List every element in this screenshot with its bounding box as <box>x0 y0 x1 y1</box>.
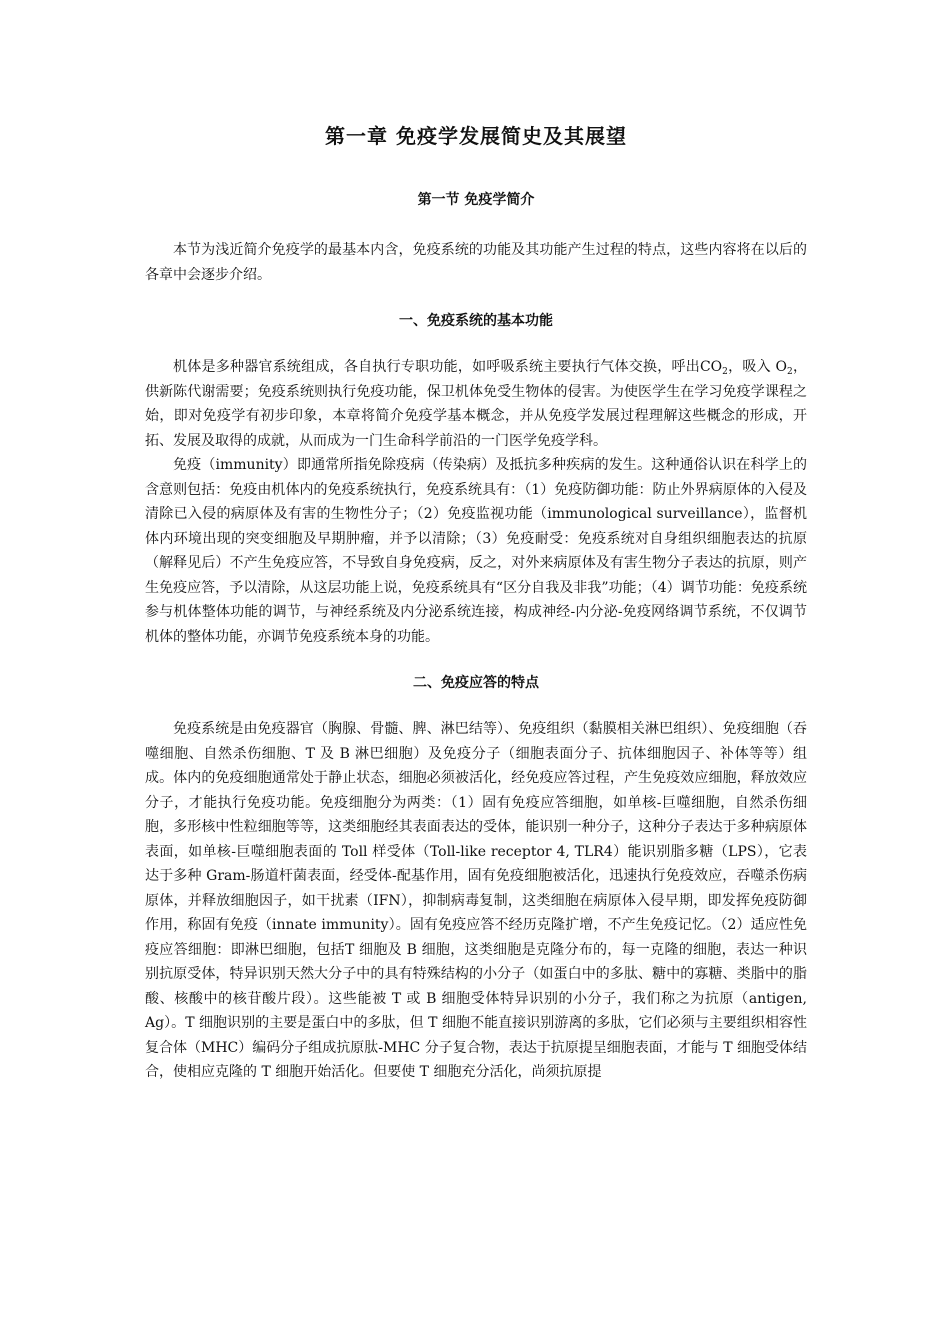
paragraph-body-systems <box>145 355 807 453</box>
subscript: 2 <box>787 367 793 377</box>
paragraph-text: ，吸入 O <box>727 359 788 375</box>
paragraph-text: 机体是多种器官系统组成，各自执行专职功能，如呼吸系统主要执行气体交换，呼出CO <box>173 359 723 375</box>
paragraph-text: ，供新陈代谢需要；免疫系统则执行免疫功能，保卫机体免受生物体的侵害。为使医学生在学习免疫学课程之始，即对免疫学有初步印象，本章将简介免疫学基本概念，并从免疫学发展过程理解这些概念的形成，开拓、发展及取得的成就，从而成为一门生命科学前沿的一门医学免疫学科。 <box>145 359 808 449</box>
paragraph-immunity-definition: 免疫（immunity）即通常所指免除疫病（传染病）及抵抗多种疾病的发生。这种通俗认识在科学上的含意则包括：免疫由机体内的免疫系统执行，免疫系统具有：（1）免疫防御功能：防止外界病原体的入侵及清除已入侵的病原体及有害的生物性分子；（2）免疫监视功能（immunological surveillance），监督机体内环境出现的突变细胞及早期肿瘤，并予以清除；（3）免疫耐受：免疫系统对自身组织细胞表达的抗原（解释见后）不产生免疫应答，不导致自身免疫病，反之，对外来病原体及有害生物分子表达的抗原，则产生免疫应答，予以清除，从这层功能上说，免疫系统具有“区分自我及非我”功能；（4）调节功能：免疫系统参与机体整体功能的调节，与神经系统及内分泌系统连接，构成神经-内分泌-免疫网络调节系统，不仅调节机体的整体功能，亦调节免疫系统本身的功能。 <box>145 457 807 645</box>
intro-paragraph: 本节为浅近简介免疫学的最基本内含，免疫系统的功能及其功能产生过程的特点，这些内容将在以后的各章中会逐步介绍。 <box>145 242 807 283</box>
section-title: 第一节 免疫学简介 <box>417 192 535 208</box>
subsection-title-basic-functions: 一、免疫系统的基本功能 <box>399 313 553 329</box>
document-page <box>145 118 807 1085</box>
subscript: 2 <box>722 367 728 377</box>
chapter-title: 第一章 免疫学发展简史及其展望 <box>325 124 627 148</box>
paragraph-immune-system-composition: 免疫系统是由免疫器官（胸腺、骨髓、脾、淋巴结等）、免疫组织（黏膜相关淋巴组织）、免疫细胞（吞噬细胞、自然杀伤细胞、T 及 B 淋巴细胞）及免疫分子（细胞表面分子、抗体细胞因子、补体等等）组成。体内的免疫细胞通常处于静止状态，细胞必须被活化，经免疫应答过程，产生免疫效应细胞，释放效应分子，才能执行免疫功能。免疫细胞分为两类：（1）固有免疫应答细胞，如单核-巨噬细胞，自然杀伤细胞，多形核中性粒细胞等等，这类细胞经其表面表达的受体，能识别一种分子，这种分子表达于多种病原体表面，如单核-巨噬细胞表面的 Toll 样受体（Toll-like receptor 4, TLR4）能识别脂多糖（LPS），它表达于多种 Gram-肠道杆菌表面，经受体-配基作用，固有免疫细胞被活化，迅速执行免疫效应，吞噬杀伤病原体，并释放细胞因子，如干扰素（IFN），抑制病毒复制，这类细胞在病原体入侵早期，即发挥免疫防御作用，称固有免疫（innate immunity）。固有免疫应答不经历克隆扩增，不产生免疫记忆。（2）适应性免疫应答细胞：即淋巴细胞，包括T 细胞及 B 细胞，这类细胞是克隆分布的，每一克隆的细胞，表达一种识别抗原受体，特异识别天然大分子中的具有特殊结构的小分子（如蛋白中的多肽、糖中的寡糖、类脂中的脂酸、核酸中的核苷酸片段）。这些能被 T 或 B 细胞受体特异识别的小分子，我们称之为抗原（antigen, Ag）。T 细胞识别的主要是蛋白中的多肽，但 T 细胞不能直接识别游离的多肽，它们必须与主要组织相容性复合体（MHC）编码分子组成抗原肽-MHC 分子复合物，表达于抗原提呈细胞表面，才能与 T 细胞受体结合，使相应克隆的 T 细胞开始活化。但要使 T 细胞充分活化，尚须抗原提 <box>145 721 807 1080</box>
subsection-title-immune-response: 二、免疫应答的特点 <box>413 675 539 691</box>
